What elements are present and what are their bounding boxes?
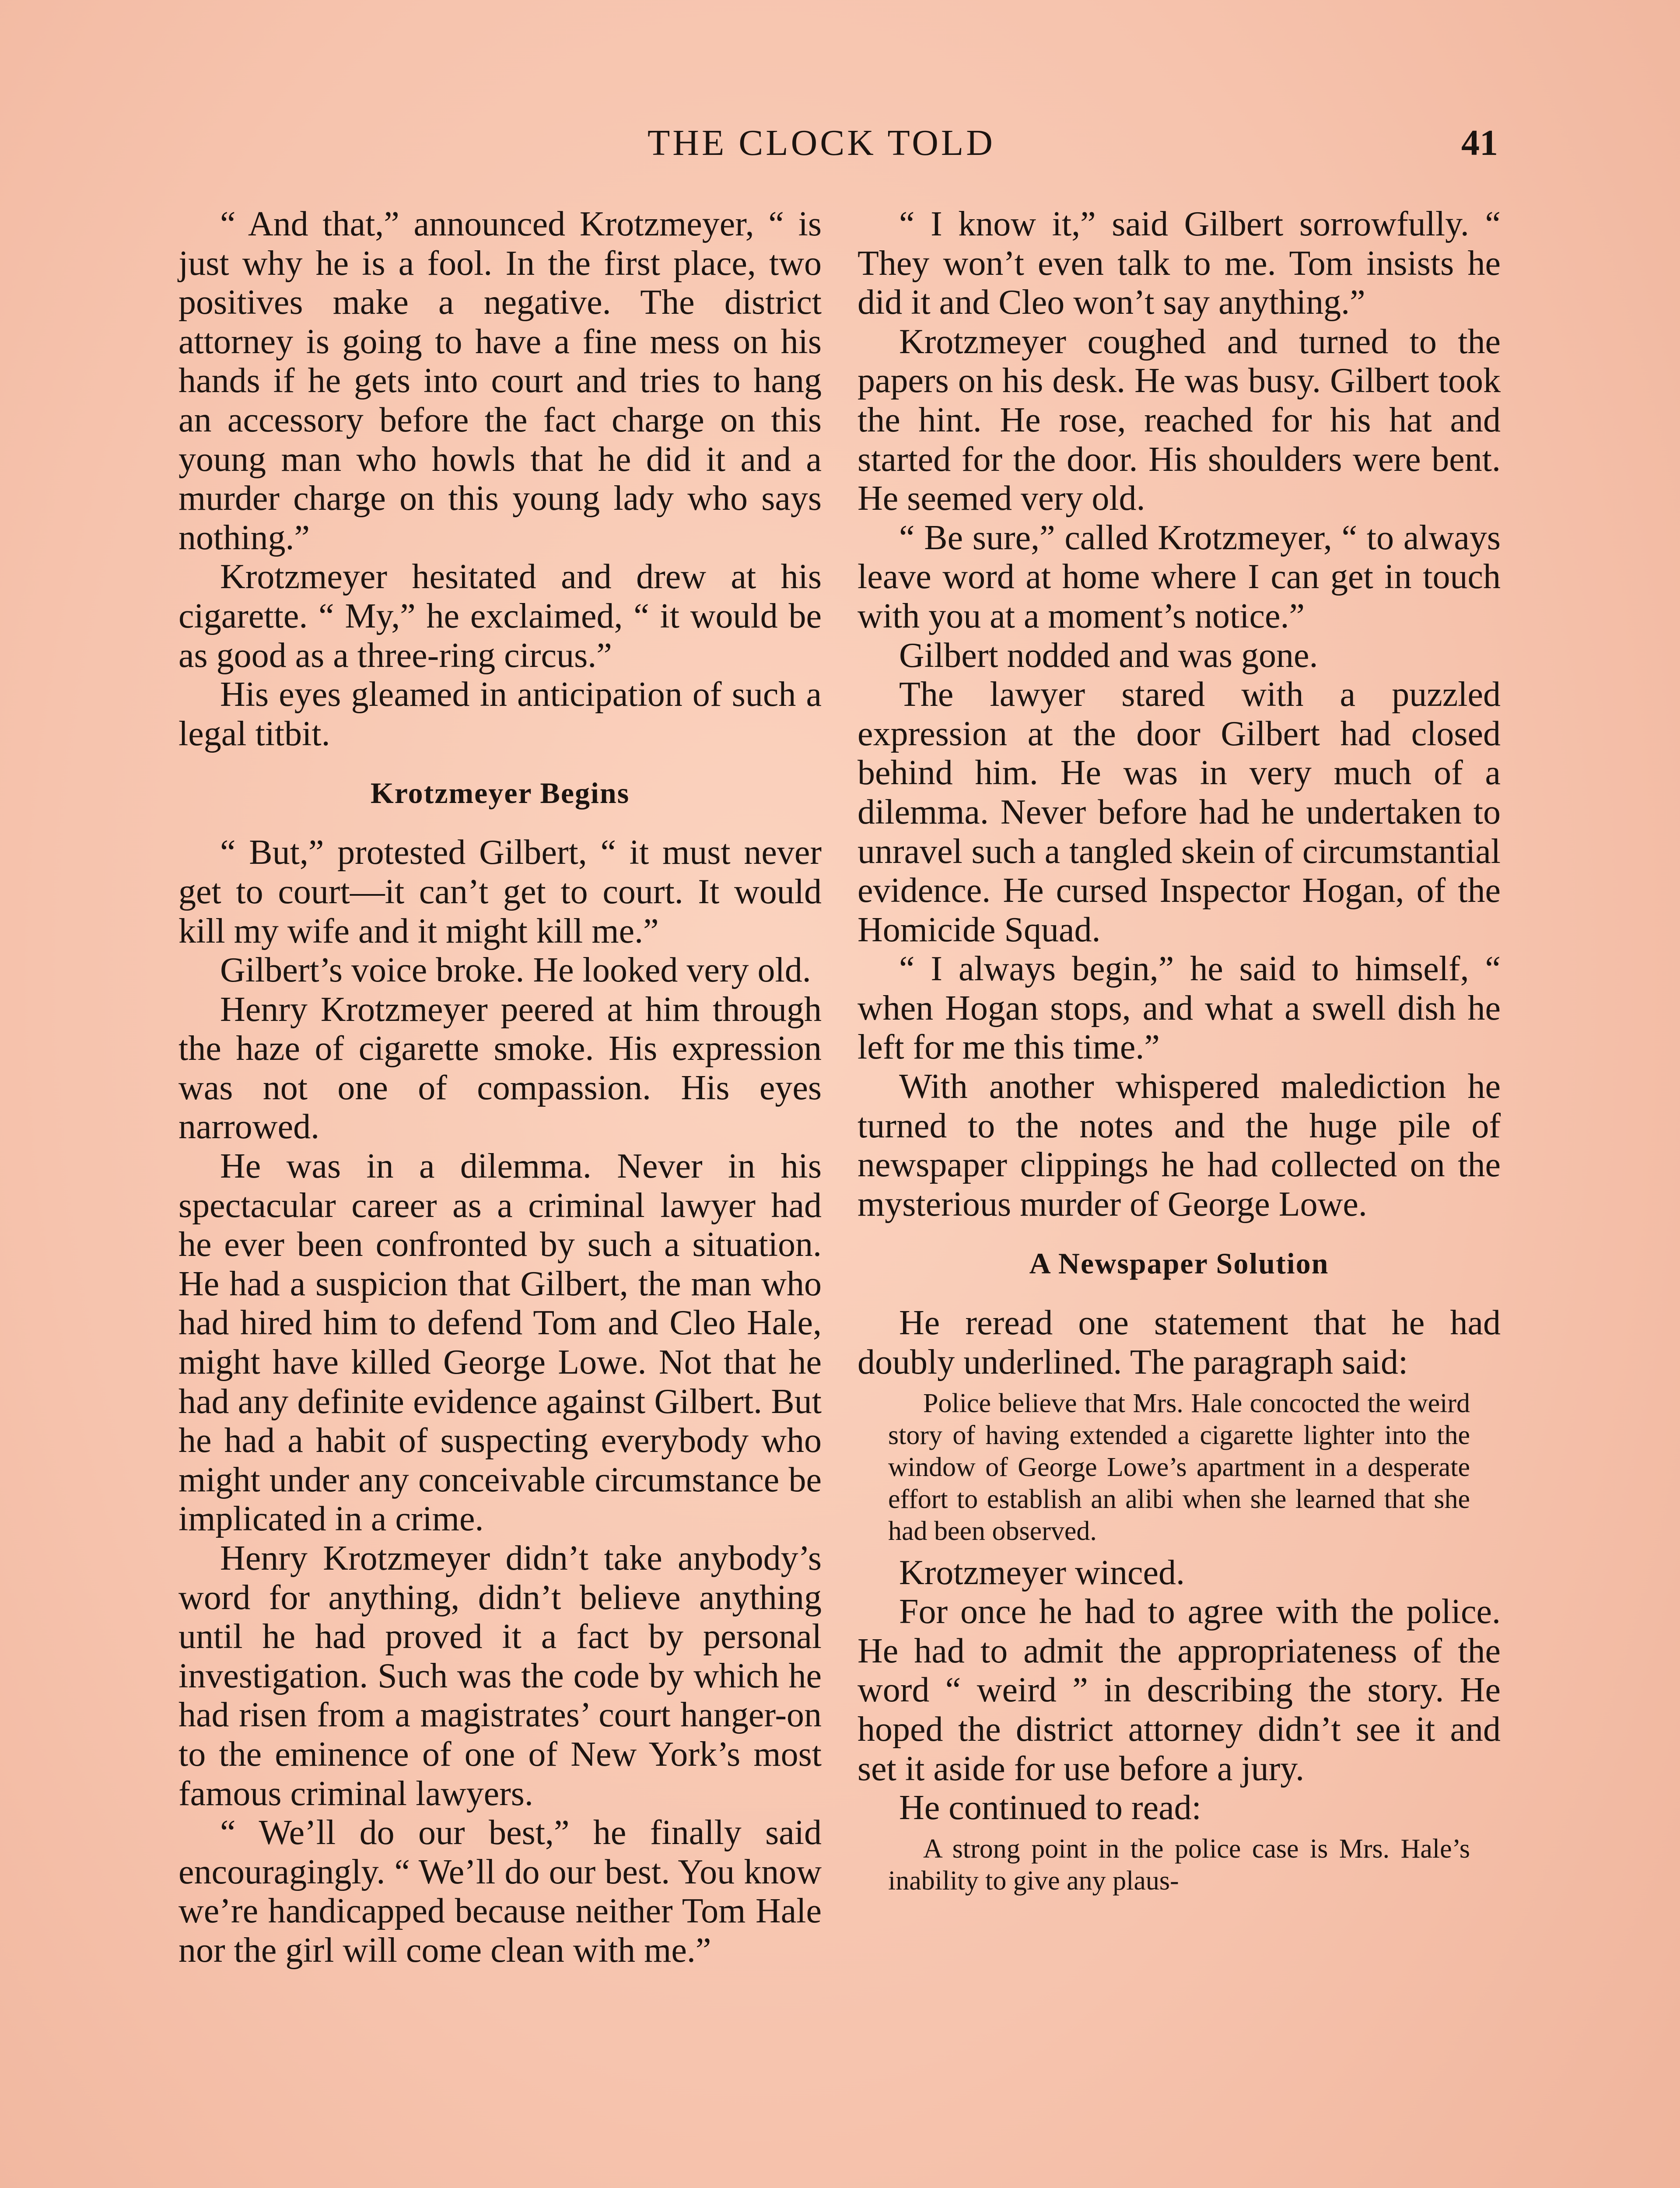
running-title: THE CLOCK TOLD xyxy=(648,123,995,163)
paragraph: Gilbert’s voice broke. He looked very old. xyxy=(220,951,811,990)
paragraph: “ I always begin,” he said to himself, “ when Hogan stops, and what a swell dish he left for me this time.” xyxy=(858,950,1501,1067)
paragraph: The lawyer stared with a puzzled expression at the door Gilbert had closed behind him. He was in very much of a dilemma. Never before had he undertaken to unravel such a tangled skein of circumstantial evidence. He cursed Inspector Hogan, of the Homicide Squad. xyxy=(858,675,1501,949)
paragraph: Krotzmeyer hesitated and drew at his cigarette. “ My,” he exclaimed, “ it would be as good as a three-ring circus.” xyxy=(178,558,822,675)
left-column xyxy=(178,205,822,1971)
paragraph: He reread one statement that he had doubly underlined. The paragraph said: xyxy=(858,1304,1501,1382)
paragraph: “ Be sure,” called Krotzmeyer, “ to always leave word at home where I can get in touch with you at a moment’s notice.” xyxy=(858,518,1501,635)
paragraph: “ But,” protested Gilbert, “ it must never get to court—it can’t get to court. It would kill my wife and it might kill me.” xyxy=(178,833,822,950)
page-header xyxy=(0,122,1680,170)
paragraph: He was in a dilemma. Never in his spectacular career as a criminal lawyer had he ever been confronted by such a situation. He had a suspicion that Gilbert, the man who had hired him to defend Tom and Cleo Hale, might have killed George Lowe. Not that he had any definite evidence against Gilbert. But he had a habit of suspecting everybody who might under any conceivable circumstance be implicated in a crime. xyxy=(178,1147,822,1539)
paragraph: “ We’ll do our best,” he finally said encouragingly. “ We’ll do our best. You know we’re handicapped because neither Tom Hale nor the girl will come clean with me.” xyxy=(178,1813,822,1970)
paragraph: For once he had to agree with the police. He had to admit the appropriateness of the word “ weird ” in describing the story. He hoped the district attorney didn’t see it and set it aside for use before a jury. xyxy=(858,1592,1501,1788)
paragraph: Krotzmeyer coughed and turned to the papers on his desk. He was busy. Gilbert took the hint. He rose, reached for his hat and started for the door. His shoulders were bent. He seemed very old. xyxy=(858,322,1501,518)
paragraph: “ And that,” announced Krotzmeyer, “ is just why he is a fool. In the first place, two positives make a negative. The district attorney is going to have a fine mess on his hands if he gets into court and tries to hang an accessory before the fact charge on this young man who howls that he did it and a murder charge on this young lady who says nothing.” xyxy=(178,205,822,557)
paragraph: “ I know it,” said Gilbert sorrowfully. “ They won’t even talk to me. Tom insists he did it and Cleo won’t say anything.” xyxy=(858,205,1501,322)
paragraph: Gilbert nodded and was gone. xyxy=(899,636,1318,675)
section-heading: Krotzmeyer Begins xyxy=(370,776,630,810)
paragraph: Krotzmeyer winced. xyxy=(899,1553,1185,1592)
paragraph: He continued to read: xyxy=(899,1788,1201,1827)
page-number: 41 xyxy=(1461,123,1498,163)
right-column xyxy=(858,205,1501,1903)
paragraph: With another whispered malediction he turned to the notes and the huge pile of newspaper clippings he had collected on the mysterious murder of George Lowe. xyxy=(858,1067,1501,1224)
section-heading: A Newspaper Solution xyxy=(1029,1247,1329,1280)
newspaper-quote: A strong point in the police case is Mrs. Hale’s inability to give any plaus- xyxy=(888,1834,1470,1896)
paragraph: His eyes gleamed in anticipation of such a legal titbit. xyxy=(178,675,822,753)
paragraph: Henry Krotzmeyer didn’t take anybody’s word for anything, didn’t believe anything until he had proved it a fact by personal investigation. Such was the code by which he had risen from a magistrates’ court hanger-on to the eminence of one of New York’s most famous criminal lawyers. xyxy=(178,1539,822,1813)
paragraph: Henry Krotzmeyer peered at him through the haze of cigarette smoke. His expression was not one of compassion. His eyes narrowed. xyxy=(178,990,822,1147)
newspaper-quote: Police believe that Mrs. Hale concocted the weird story of having extended a cigarette lighter into the window of George Lowe’s apartment in a desperate effort to establish an alibi when she learned that she had been observed. xyxy=(888,1388,1470,1546)
